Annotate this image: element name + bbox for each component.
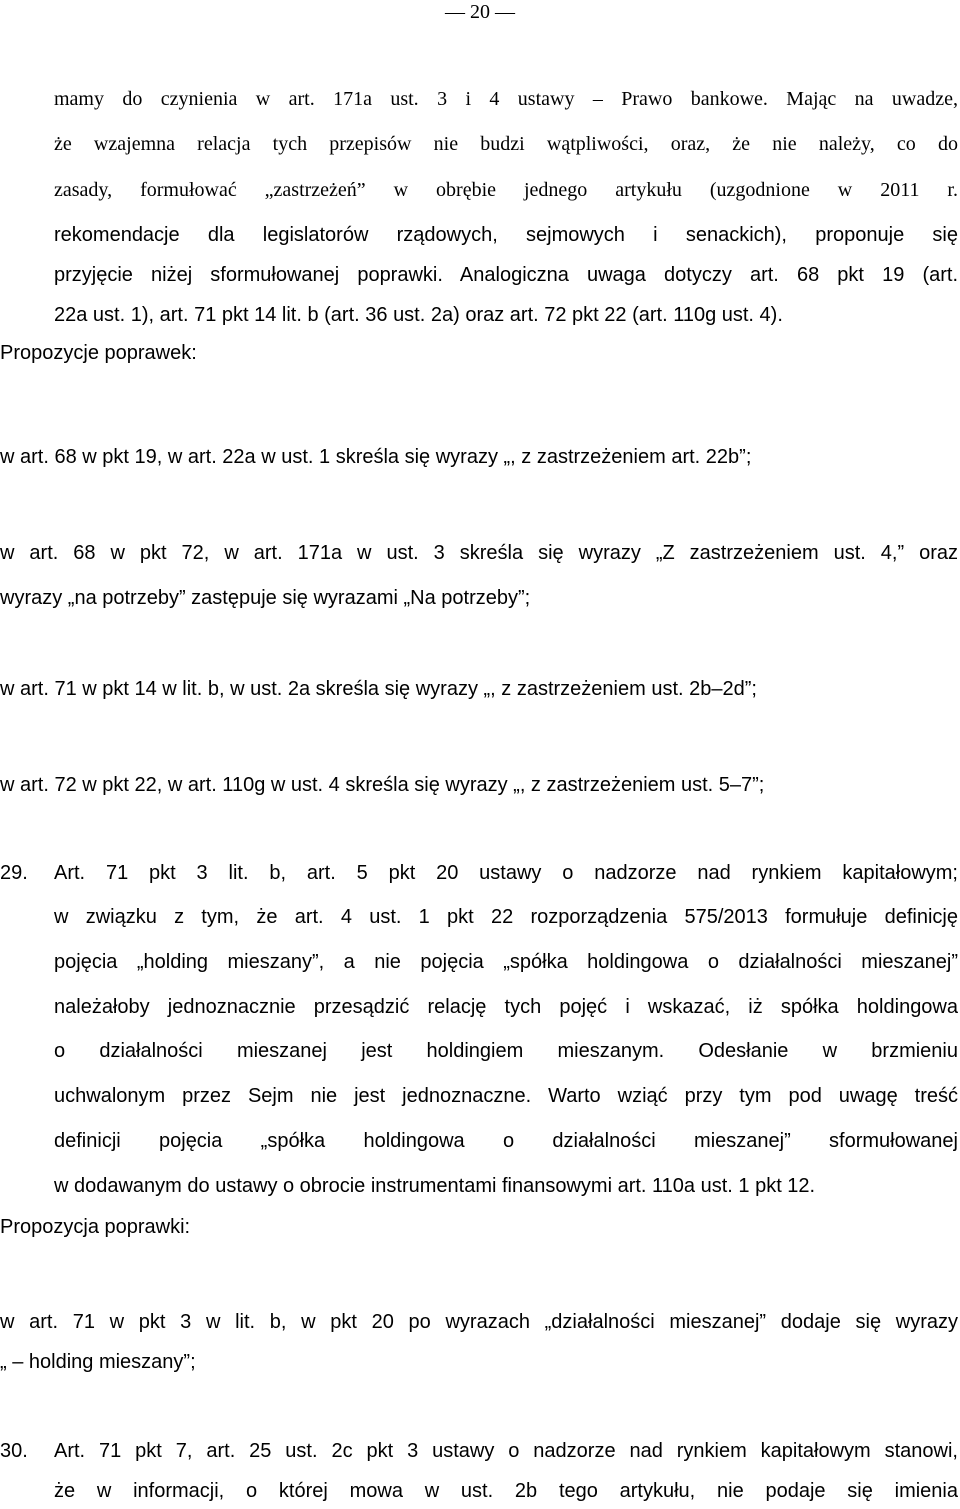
paragraph-line: że wzajemna relacja tych przepisów nie budzi wątpliwości, oraz, że nie należy, co do <box>54 133 958 155</box>
paragraph-line: uchwalonym przez Sejm nie jest jednoznaczne. Warto wziąć przy tym pod uwagę treść <box>54 1085 958 1107</box>
paragraph-line: pojęcia „holding mieszany”, a nie pojęcia „spółka holdingowa o działalności mieszanej” <box>54 951 958 973</box>
amendment-line: w art. 72 w pkt 22, w art. 110g w ust. 4 skreśla się wyrazy „, z zastrzeżeniem ust. 5–7”; <box>0 774 765 796</box>
paragraph-line: mamy do czynienia w art. 171a ust. 3 i 4 ustawy – Prawo bankowe. Mając na uwadze, <box>54 88 958 110</box>
paragraph-line: o działalności mieszanej jest holdingiem mieszanym. Odesłanie w brzmieniu <box>54 1040 958 1062</box>
amendment-line: wyrazy „na potrzeby” zastępuje się wyrazami „Na potrzeby”; <box>0 587 531 609</box>
paragraph-line: przyjęcie niżej sformułowanej poprawki. Analogiczna uwaga dotyczy art. 68 pkt 19 (art. <box>54 264 958 286</box>
paragraph-line: rekomendacje dla legislatorów rządowych, sejmowych i senackich), proponuje się <box>54 224 958 246</box>
paragraph-line: że w informacji, o której mowa w ust. 2b tego artykułu, nie podaje się imienia <box>54 1480 958 1502</box>
amendment-line: „ – holding mieszany”; <box>0 1351 196 1373</box>
point-number: 30. <box>0 1440 28 1462</box>
page-number: — 20 — <box>445 1 515 23</box>
amendment-line: w art. 71 w pkt 14 w lit. b, w ust. 2a skreśla się wyrazy „, z zastrzeżeniem ust. 2b–2d”; <box>0 678 757 700</box>
paragraph-line: należałoby jednoznacznie przesądzić relację tych pojęć i wskazać, iż spółka holdingowa <box>54 996 958 1018</box>
amendment-line: w art. 68 w pkt 72, w art. 171a w ust. 3 skreśla się wyrazy „Z zastrzeżeniem ust. 4,” oraz <box>0 542 958 564</box>
paragraph-line: w dodawanym do ustawy o obrocie instrumentami finansowymi art. 110a ust. 1 pkt 12. <box>54 1175 816 1197</box>
paragraph-line: w związku z tym, że art. 4 ust. 1 pkt 22 rozporządzenia 575/2013 formułuje definicję <box>54 906 958 928</box>
paragraph-line: Art. 71 pkt 7, art. 25 ust. 2c pkt 3 ustawy o nadzorze nad rynkiem kapitałowym stanowi, <box>54 1440 958 1462</box>
section-heading: Propozycje poprawek: <box>0 342 197 364</box>
paragraph-line: zasady, formułować „zastrzeżeń” w obrębie jednego artykułu (uzgodnione w 2011 r. <box>54 179 958 201</box>
point-number: 29. <box>0 862 28 884</box>
paragraph-line: Art. 71 pkt 3 lit. b, art. 5 pkt 20 ustawy o nadzorze nad rynkiem kapitałowym; <box>54 862 958 884</box>
paragraph-line: definicji pojęcia „spółka holdingowa o działalności mieszanej” sformułowanej <box>54 1130 958 1152</box>
paragraph-line: 22a ust. 1), art. 71 pkt 14 lit. b (art. 36 ust. 2a) oraz art. 72 pkt 22 (art. 110g ust. 4). <box>54 304 783 326</box>
section-heading: Propozycja poprawki: <box>0 1216 191 1238</box>
amendment-line: w art. 68 w pkt 19, w art. 22a w ust. 1 skreśla się wyrazy „, z zastrzeżeniem art. 22b”; <box>0 446 752 468</box>
amendment-line: w art. 71 w pkt 3 w lit. b, w pkt 20 po wyrazach „działalności mieszanej” dodaje się wyrazy <box>0 1311 958 1333</box>
